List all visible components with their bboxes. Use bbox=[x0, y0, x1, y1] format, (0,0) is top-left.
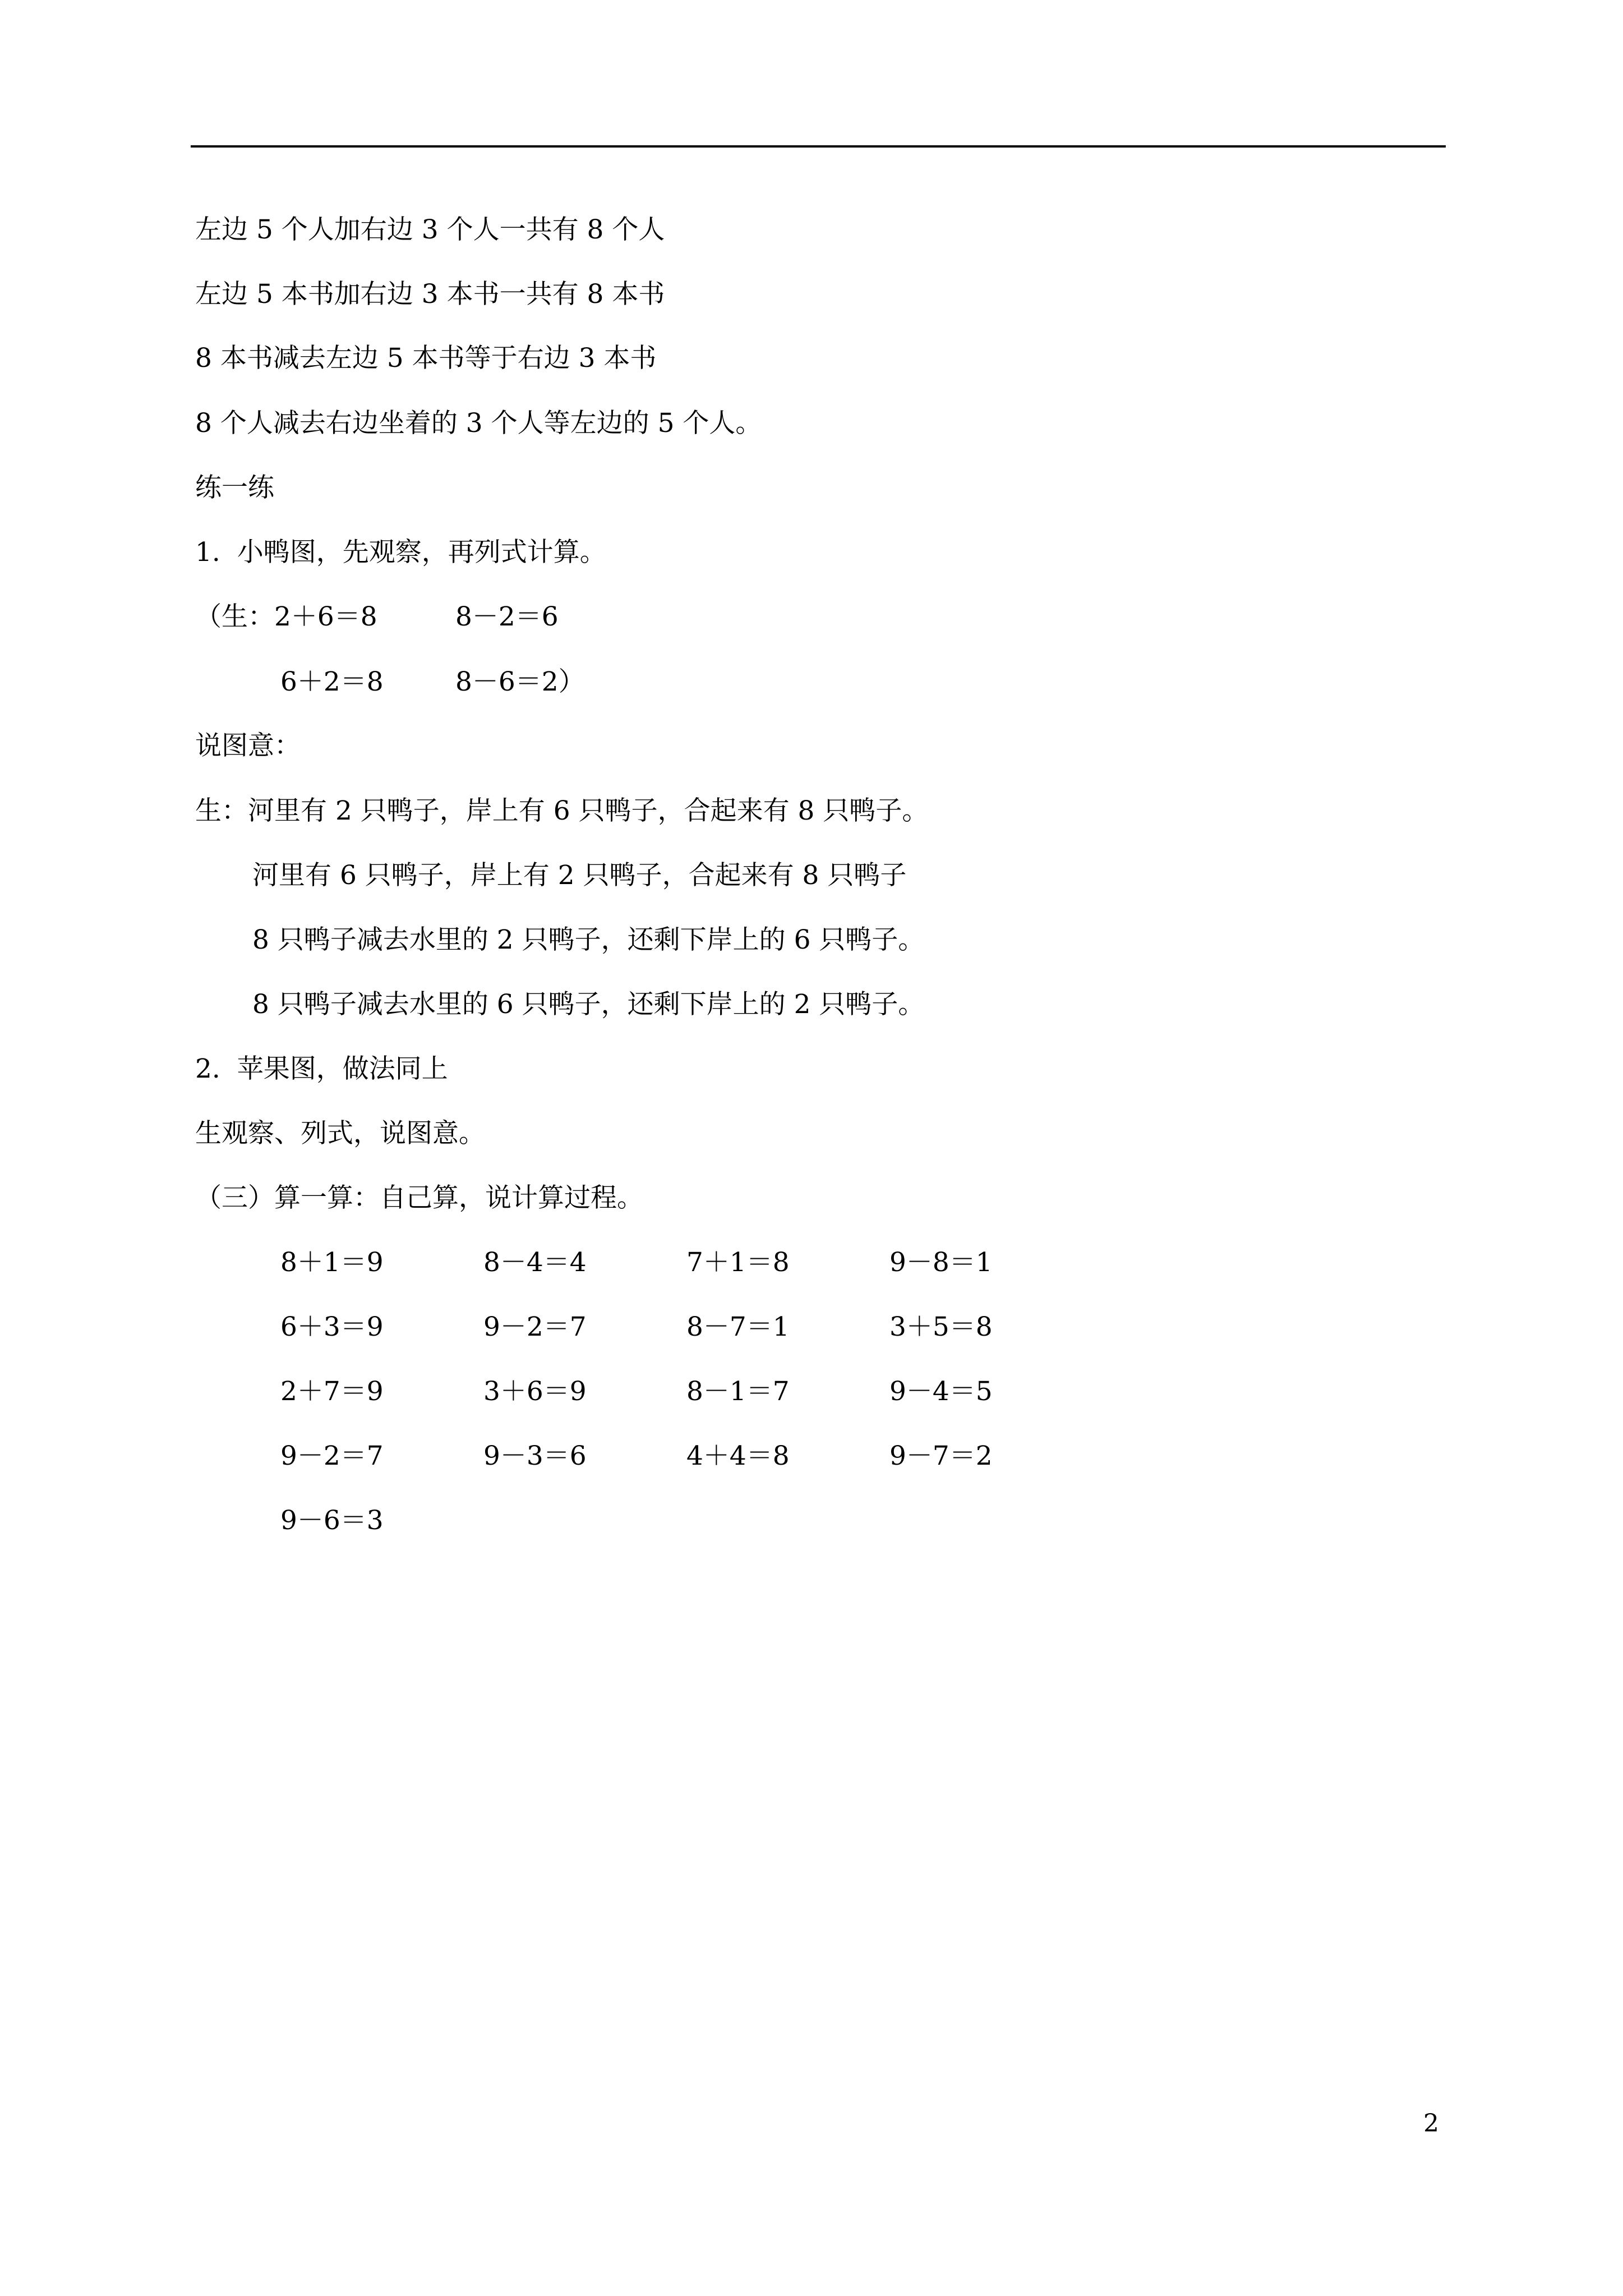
student-answer-3: 8 只鸭子减去水里的 2 只鸭子，还剩下岸上的 6 只鸭子。 bbox=[252, 924, 925, 955]
equation: 2＋7＝9 bbox=[280, 1376, 384, 1407]
student-equation-1: （生：2＋6＝8 bbox=[195, 601, 377, 632]
equation: 8－4＝4 bbox=[483, 1247, 587, 1278]
section-heading-practice: 练一练 bbox=[195, 472, 274, 503]
equation: 7＋1＝8 bbox=[686, 1247, 790, 1278]
student-equation-3: 6＋2＝8 bbox=[280, 666, 384, 697]
describe-picture-label: 说图意： bbox=[195, 730, 301, 761]
student-answer-2: 河里有 6 只鸭子，岸上有 2 只鸭子，合起来有 8 只鸭子 bbox=[252, 860, 907, 891]
equation: 8＋1＝9 bbox=[280, 1247, 384, 1278]
exercise-2-title: 2. 苹果图，做法同上 bbox=[195, 1053, 448, 1084]
student-equation-4: 8－6＝2） bbox=[455, 666, 585, 697]
student-answer-4: 8 只鸭子减去水里的 6 只鸭子，还剩下岸上的 2 只鸭子。 bbox=[252, 989, 925, 1020]
equation: 9－2＝7 bbox=[280, 1441, 384, 1471]
equation: 9－2＝7 bbox=[483, 1312, 587, 1342]
equation: 9－4＝5 bbox=[889, 1376, 993, 1407]
text-line-2: 左边 5 本书加右边 3 本书一共有 8 本书 bbox=[195, 279, 665, 310]
equation: 9－6＝3 bbox=[280, 1505, 384, 1536]
header-rule bbox=[191, 145, 1446, 148]
student-equation-2: 8－2＝6 bbox=[455, 601, 559, 632]
equation: 9－8＝1 bbox=[889, 1247, 993, 1278]
equation: 8－7＝1 bbox=[686, 1312, 790, 1342]
text-line-3: 8 本书减去左边 5 本书等于右边 3 本书 bbox=[195, 343, 657, 374]
equation: 9－7＝2 bbox=[889, 1441, 993, 1471]
page-number: 2 bbox=[1423, 2109, 1439, 2138]
equation: 6＋3＝9 bbox=[280, 1312, 384, 1342]
exercise-1-title: 1. 小鸭图，先观察，再列式计算。 bbox=[195, 537, 606, 568]
equation: 8－1＝7 bbox=[686, 1376, 790, 1407]
equation: 4＋4＝8 bbox=[686, 1441, 790, 1471]
equation: 9－3＝6 bbox=[483, 1441, 587, 1471]
equation: 3＋5＝8 bbox=[889, 1312, 993, 1342]
equation: 3＋6＝9 bbox=[483, 1376, 587, 1407]
text-line-1: 左边 5 个人加右边 3 个人一共有 8 个人 bbox=[195, 214, 665, 245]
student-answer-1: 生：河里有 2 只鸭子，岸上有 6 只鸭子，合起来有 8 只鸭子。 bbox=[195, 795, 929, 826]
exercise-2-instruction: 生观察、列式，说图意。 bbox=[195, 1118, 485, 1149]
section-heading-calculate: （三）算一算：自己算，说计算过程。 bbox=[195, 1182, 643, 1213]
text-line-4: 8 个人减去右边坐着的 3 个人等左边的 5 个人。 bbox=[195, 408, 762, 439]
